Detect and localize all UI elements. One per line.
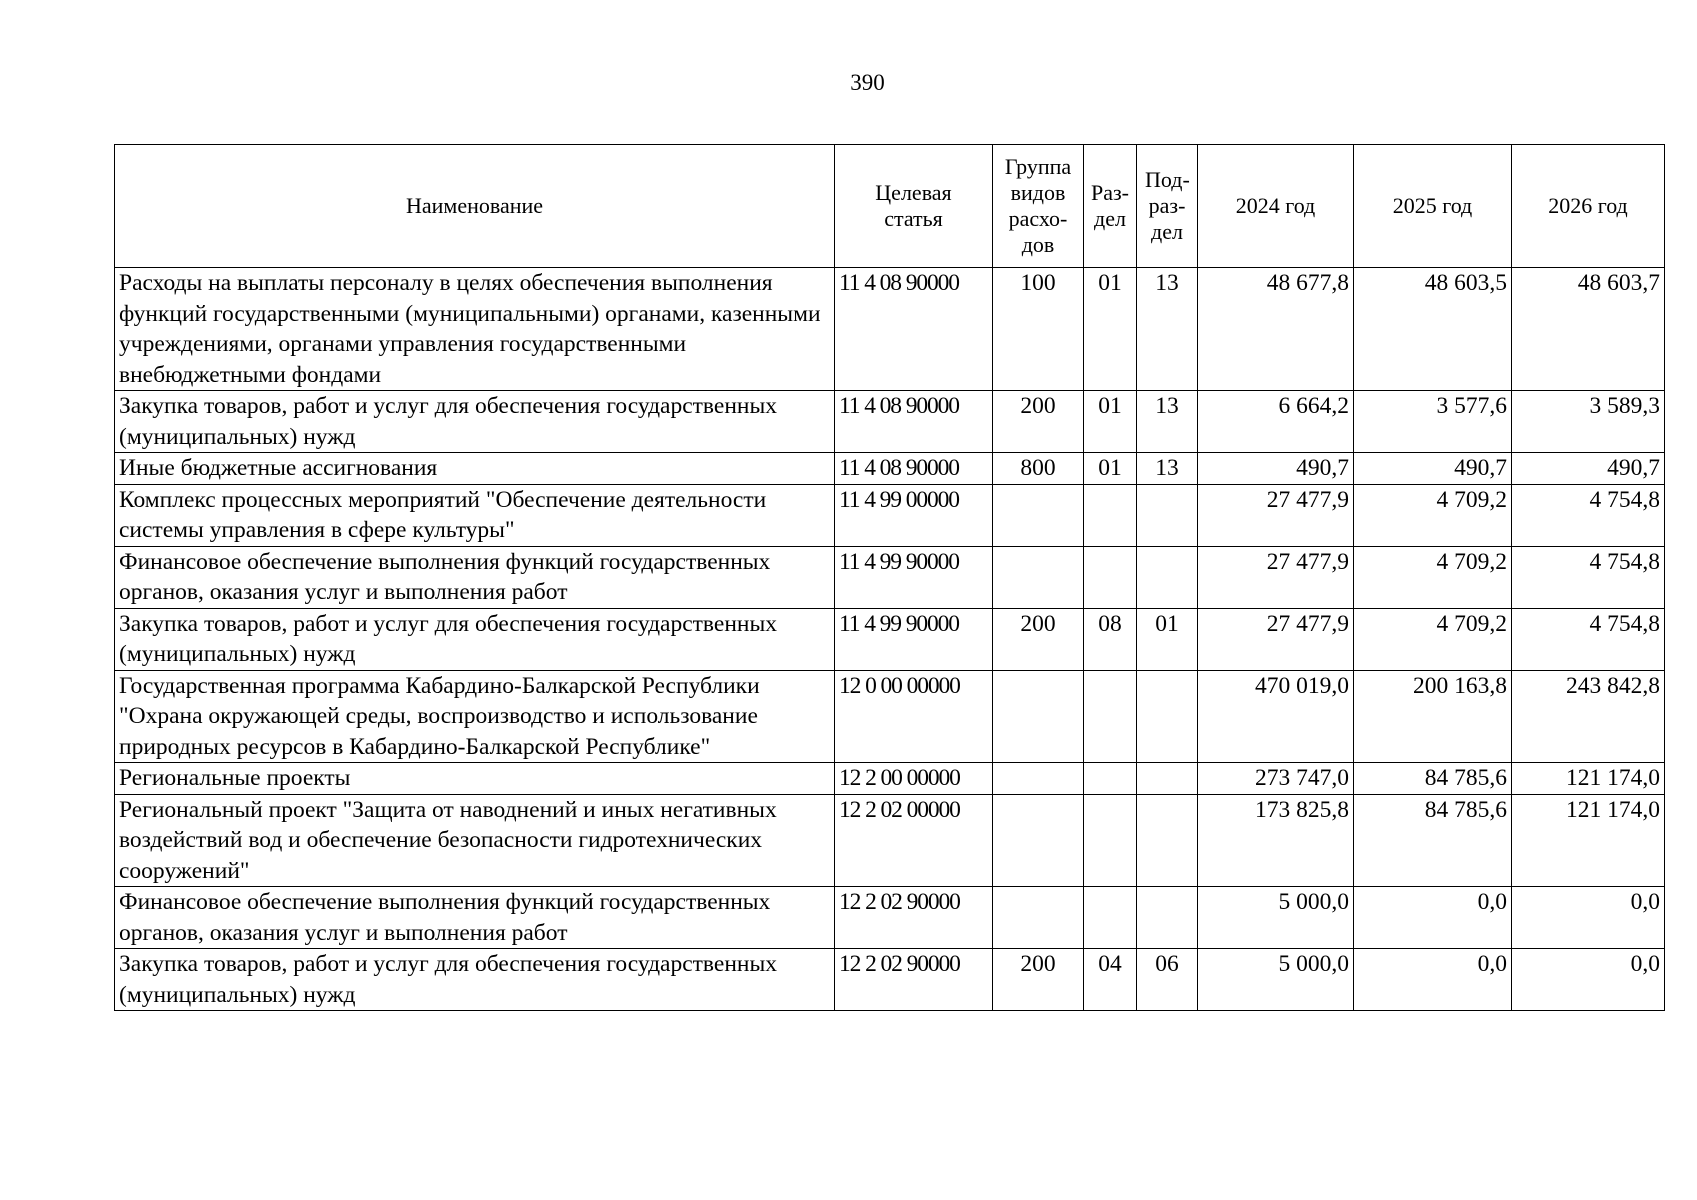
- row-name: Закупка товаров, работ и услуг для обеспечения государственных (муниципальных) нужд: [115, 949, 835, 1011]
- row-section: 01: [1084, 453, 1137, 485]
- row-amount-2024: 490,7: [1198, 453, 1354, 485]
- table-row: [115, 608, 1665, 670]
- row-amount-2025: 0,0: [1354, 949, 1512, 1011]
- header-expense-group: Группа видов расхо-дов: [993, 145, 1084, 268]
- row-subsection: 13: [1137, 391, 1198, 453]
- row-amount-2026: 4 754,8: [1512, 484, 1665, 546]
- row-amount-2025: 4 709,2: [1354, 546, 1512, 608]
- row-target-article: 11 4 08 90000: [835, 453, 993, 485]
- row-target-article: 11 4 99 90000: [835, 546, 993, 608]
- table-row: [115, 546, 1665, 608]
- row-name: Государственная программа Кабардино-Балкарской Республики "Охрана окружающей среды, воспроизводство и использование природных ресурсов в Кабардино-Балкарской Республике": [115, 670, 835, 763]
- row-target-article: 12 0 00 00000: [835, 670, 993, 763]
- row-subsection: [1137, 763, 1198, 795]
- row-name: Региональные проекты: [115, 763, 835, 795]
- row-amount-2025: 84 785,6: [1354, 794, 1512, 887]
- row-name: Закупка товаров, работ и услуг для обеспечения государственных (муниципальных) нужд: [115, 391, 835, 453]
- row-amount-2026: 3 589,3: [1512, 391, 1665, 453]
- row-section: 04: [1084, 949, 1137, 1011]
- row-subsection: [1137, 670, 1198, 763]
- row-amount-2025: 0,0: [1354, 887, 1512, 949]
- row-name: Расходы на выплаты персоналу в целях обеспечения выполнения функций государственными (муниципальными) органами, казенными учреждениями, органами управления государственными внебюджетными фондами: [115, 268, 835, 391]
- row-amount-2025: 4 709,2: [1354, 484, 1512, 546]
- row-amount-2024: 48 677,8: [1198, 268, 1354, 391]
- row-amount-2024: 470 019,0: [1198, 670, 1354, 763]
- row-expense-group: [993, 670, 1084, 763]
- row-section: [1084, 794, 1137, 887]
- table-header-row: [115, 145, 1665, 268]
- row-target-article: 11 4 99 00000: [835, 484, 993, 546]
- row-expense-group: 200: [993, 391, 1084, 453]
- row-target-article: 12 2 02 90000: [835, 887, 993, 949]
- row-section: [1084, 763, 1137, 795]
- row-subsection: [1137, 546, 1198, 608]
- header-section: Раз-дел: [1084, 145, 1137, 268]
- row-target-article: 11 4 08 90000: [835, 268, 993, 391]
- row-subsection: 01: [1137, 608, 1198, 670]
- row-section: 01: [1084, 391, 1137, 453]
- row-subsection: 13: [1137, 453, 1198, 485]
- row-amount-2024: 6 664,2: [1198, 391, 1354, 453]
- row-section: [1084, 546, 1137, 608]
- row-amount-2025: 490,7: [1354, 453, 1512, 485]
- row-expense-group: [993, 794, 1084, 887]
- header-name: Наименование: [115, 145, 835, 268]
- row-amount-2026: 4 754,8: [1512, 546, 1665, 608]
- row-subsection: [1137, 794, 1198, 887]
- row-section: 08: [1084, 608, 1137, 670]
- row-subsection: [1137, 887, 1198, 949]
- header-2026: 2026 год: [1512, 145, 1665, 268]
- row-subsection: 06: [1137, 949, 1198, 1011]
- row-expense-group: [993, 763, 1084, 795]
- row-amount-2026: 121 174,0: [1512, 794, 1665, 887]
- row-name: Финансовое обеспечение выполнения функций государственных органов, оказания услуг и выполнения работ: [115, 546, 835, 608]
- row-target-article: 12 2 00 00000: [835, 763, 993, 795]
- row-amount-2026: 121 174,0: [1512, 763, 1665, 795]
- row-amount-2024: 27 477,9: [1198, 608, 1354, 670]
- row-target-article: 11 4 99 90000: [835, 608, 993, 670]
- row-section: [1084, 670, 1137, 763]
- table-row: [115, 763, 1665, 795]
- row-amount-2025: 3 577,6: [1354, 391, 1512, 453]
- row-name: Региональный проект "Защита от наводнений и иных негативных воздействий вод и обеспечение безопасности гидротехнических сооружений": [115, 794, 835, 887]
- row-subsection: 13: [1137, 268, 1198, 391]
- table-row: [115, 391, 1665, 453]
- header-subsection: Под-раз-дел: [1137, 145, 1198, 268]
- table-row: [115, 887, 1665, 949]
- row-expense-group: [993, 546, 1084, 608]
- row-amount-2024: 173 825,8: [1198, 794, 1354, 887]
- row-amount-2026: 48 603,7: [1512, 268, 1665, 391]
- row-amount-2024: 5 000,0: [1198, 887, 1354, 949]
- budget-table: [114, 144, 1665, 1011]
- row-amount-2026: 4 754,8: [1512, 608, 1665, 670]
- row-amount-2026: 490,7: [1512, 453, 1665, 485]
- row-target-article: 12 2 02 00000: [835, 794, 993, 887]
- row-section: 01: [1084, 268, 1137, 391]
- row-amount-2026: 243 842,8: [1512, 670, 1665, 763]
- row-expense-group: 100: [993, 268, 1084, 391]
- row-amount-2024: 273 747,0: [1198, 763, 1354, 795]
- row-name: Комплекс процессных мероприятий "Обеспечение деятельности системы управления в сфере культуры": [115, 484, 835, 546]
- table-row: [115, 268, 1665, 391]
- row-amount-2026: 0,0: [1512, 887, 1665, 949]
- row-amount-2026: 0,0: [1512, 949, 1665, 1011]
- row-section: [1084, 484, 1137, 546]
- row-name: Закупка товаров, работ и услуг для обеспечения государственных (муниципальных) нужд: [115, 608, 835, 670]
- row-amount-2024: 27 477,9: [1198, 484, 1354, 546]
- table-row: [115, 794, 1665, 887]
- row-amount-2024: 27 477,9: [1198, 546, 1354, 608]
- row-name: Иные бюджетные ассигнования: [115, 453, 835, 485]
- table-row: [115, 453, 1665, 485]
- table-row: [115, 484, 1665, 546]
- row-subsection: [1137, 484, 1198, 546]
- row-expense-group: [993, 484, 1084, 546]
- row-section: [1084, 887, 1137, 949]
- row-expense-group: [993, 887, 1084, 949]
- table-row: [115, 670, 1665, 763]
- row-expense-group: 200: [993, 608, 1084, 670]
- page-number: 390: [850, 70, 885, 95]
- row-target-article: 11 4 08 90000: [835, 391, 993, 453]
- row-amount-2025: 200 163,8: [1354, 670, 1512, 763]
- row-target-article: 12 2 02 90000: [835, 949, 993, 1011]
- row-amount-2025: 48 603,5: [1354, 268, 1512, 391]
- row-name: Финансовое обеспечение выполнения функций государственных органов, оказания услуг и выполнения работ: [115, 887, 835, 949]
- header-target-article: Целевая статья: [835, 145, 993, 268]
- row-amount-2025: 4 709,2: [1354, 608, 1512, 670]
- row-amount-2024: 5 000,0: [1198, 949, 1354, 1011]
- row-expense-group: 200: [993, 949, 1084, 1011]
- table-row: [115, 949, 1665, 1011]
- header-2025: 2025 год: [1354, 145, 1512, 268]
- header-2024: 2024 год: [1198, 145, 1354, 268]
- row-amount-2025: 84 785,6: [1354, 763, 1512, 795]
- row-expense-group: 800: [993, 453, 1084, 485]
